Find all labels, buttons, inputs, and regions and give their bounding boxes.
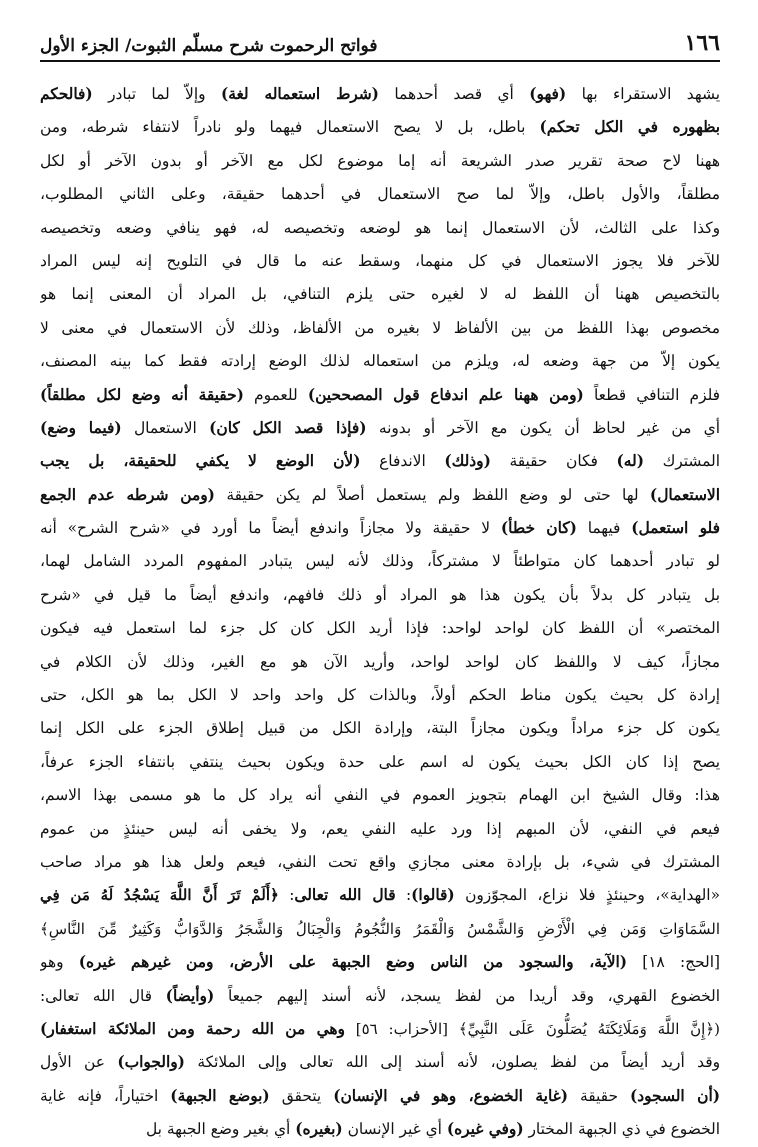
matn-text: الاستعمال) [649, 485, 720, 504]
text-line [40, 579, 720, 612]
matn-text: (ومن ههنا علم اندفاع قول المصححين) [307, 385, 584, 404]
sharh-text: أي غير الإنسان [342, 1120, 447, 1139]
text-line [40, 111, 720, 144]
sharh-text: يصح إذا كان الكل بحيث يكون له اسم على حدة ويكون بحيث ينتفي بانتفاء الجزء عرفاً، [40, 752, 720, 771]
text-line [40, 312, 720, 345]
matn-text: (وأيضاً) [165, 986, 215, 1005]
sharh-text: يتحقق [269, 1086, 334, 1105]
sharh-text: يكون إلاّ من جهة وضعه له، ويلزم من استعماله لذلك الوضع إرادته فقط كما بينه المصنف، [40, 352, 720, 371]
sharh-text: فلزم التنافي قطعاً [583, 385, 720, 404]
text-line [40, 345, 720, 378]
text-line [40, 746, 720, 779]
matn-text: (بوضع الجبهة) [170, 1086, 270, 1105]
matn-text: (بغيره) [295, 1120, 343, 1139]
sharh-text: أي بغير وضع الجبهة بل [146, 1120, 296, 1139]
sharh-text: الخضوع في ذي الجبهة المختار [523, 1120, 720, 1139]
text-line [40, 278, 720, 311]
text-line [40, 646, 720, 679]
matn-text: فلو استعمل) [631, 519, 720, 538]
sharh-text: بالتخصيص ههنا أن اللفظ له لا لغيره حتى يلزم التنافي، بل المراد أن المعنى إنما هو [40, 285, 720, 304]
matn-text: (فإذا قصد الكل كان) [209, 418, 367, 437]
text-line [40, 946, 720, 979]
sharh-text: «الهداية»، وحينئذٍ فلا نزاع، المجوّزون [454, 886, 720, 905]
text-line [40, 545, 720, 578]
sharh-text: عن الأول [40, 1053, 118, 1072]
sharh-text: لا حقيقة ولا مجازاً واندفع أيضاً ما أورد في «شرح الشرح» أنه [40, 519, 501, 538]
sharh-text: فيعم في النفي، لأن المبهم إذا ورد عليه النفي يعم، ولا يخفى أنه ليس حينئذٍ من عموم [40, 819, 720, 838]
matn-text: (له) [616, 452, 644, 471]
text-line [40, 913, 720, 946]
text-line [40, 78, 720, 111]
text-line [40, 612, 720, 645]
matn-text: (قالوا) [411, 886, 455, 905]
text-line [40, 1080, 720, 1113]
page-header [40, 0, 720, 62]
sharh-text: : [278, 886, 295, 905]
text-line [40, 679, 720, 712]
text-line [40, 1113, 720, 1146]
text-line [40, 846, 720, 879]
sharh-text: ههنا لاح صحة تقرير صدر الشريعة أنه إما موضوع لكل مع الآخر أو بدون الآخر أو لكل [40, 151, 720, 170]
sharh-text: لها حتى لو وضع اللفظ ولم يستعمل أصلاً لم يكن حقيقة [214, 485, 650, 504]
sharh-text: باطل، بل لا يصح الاستعمال فيهما ولو نادراً لانتفاء شرطه، ومن [40, 118, 540, 137]
sharh-text: حقيقة [567, 1086, 630, 1105]
matn-text: (الآية، والسجود من الناس وضع الجبهة على الأرض، ومن غيرهم غيره) [78, 953, 628, 972]
matn-text: (وفي غيره) [446, 1120, 524, 1139]
matn-text: قال الله تعالى [294, 886, 396, 905]
matn-text: (شرط استعماله لغة) [220, 85, 379, 103]
text-line [40, 212, 720, 245]
page-number: ١٦٦ [684, 30, 720, 56]
sharh-text: مطلقاً، والأول باطل، وإلاّ لما صح الاستعمال في أحدهما حقيقة، وعلى الثاني المطلوب، [40, 185, 720, 204]
sharh-text: الاندفاع [360, 452, 445, 471]
text-line [40, 379, 720, 412]
sharh-text: الخضوع القهري، وقد أريدا من لفظ يسجد، لأنه أسند إليهم جميعاً [214, 986, 720, 1005]
text-line [40, 1046, 720, 1079]
sharh-text: المشترك [643, 452, 720, 471]
sharh-text: وإلاّ لما تبادر [92, 85, 221, 103]
sharh-text: قال الله تعالى: [40, 986, 166, 1005]
text-line [40, 1013, 720, 1046]
text-line [40, 779, 720, 812]
sharh-text: هذا: وقال الشيخ ابن الهمام بتجويز العموم في النفي أنه يراد كل ما هو مسمى بهذا الاسم، [40, 786, 720, 805]
matn-text: (والجواب) [117, 1053, 185, 1072]
sharh-text: وكذا على الثالث، لأن الاستعمال إنما هو لوضعه وتخصيصه له، فهو ينافي وضعه وتخصيصه [40, 218, 720, 237]
text-line [40, 813, 720, 846]
sharh-text: مجازاً، كيف لا واللفظ كان لواحد لواحد، وأريد الآن هو مع الغير، وذلك لأن الكلام في [40, 652, 720, 671]
text-line [40, 879, 720, 912]
matn-text: (فالحكم [40, 85, 93, 103]
text-line [40, 178, 720, 211]
sharh-text: الاستعمال [121, 418, 210, 437]
sharh-text: اختياراً، فإنه غاية [40, 1086, 171, 1105]
matn-text: (فيما وضع) [40, 418, 122, 437]
sharh-text: : [395, 886, 412, 905]
sharh-text: وقد أريد أيضاً من لفظ يصلون، لأنه أسند إلى الله تعالى وإلى الملائكة [184, 1053, 720, 1072]
text-line [40, 980, 720, 1013]
sharh-text: للآخر فلا يجوز الاستعمال في كل منهما، وسقط عنه ما قال في التلويح إنه ليس المراد [40, 251, 720, 270]
sharh-text: يشهد الاستقراء بها [566, 85, 720, 103]
text-line [40, 512, 720, 545]
text-line [40, 245, 720, 278]
sharh-text: فيهما [576, 519, 632, 538]
quran-verse: السَّمَاوَاتِ وَمَن فِي الْأَرْضِ وَالشَّمْسُ وَالْقَمَرُ وَالنُّجُومُ وَالْجِبَالُ وَالشَّجَرُ وَالدَّوَابُّ وَكَثِيرٌ مِّنَ النَّاسِ﴾ [40, 919, 720, 938]
matn-text: (كان خطأ) [500, 519, 577, 538]
matn-text: (غاية الخضوع، وهو في الإنسان) [333, 1086, 568, 1105]
sharh-text: للعموم [243, 385, 308, 404]
sharh-text: لو تبادر أحدهما كان متواطئاً لا مشتركاً، وذلك لأنه ليس يتبادر المفهوم المردد الشامل لهما، [40, 552, 720, 571]
quran-verse: (﴿إِنَّ اللَّهَ وَمَلَائِكَتَهُ يُصَلُّونَ عَلَى النَّبِيِّ﴾ [الأحزاب: ٥٦] [344, 1019, 720, 1038]
matn-text: (لأن الوضع لا يكفي للحقيقة، بل يجب [40, 452, 361, 471]
matn-text: وهي من الله رحمة ومن الملائكة استغفار) [40, 1019, 345, 1038]
text-line [40, 445, 720, 478]
sharh-text: المختصر» أن اللفظ كان لواحد لواحد: فإذا أريد الكل كان كل جزء لما استعمل فيه فيكون [40, 619, 720, 638]
sharh-text: [الحج: ١٨] [627, 953, 720, 972]
text-line [40, 412, 720, 445]
matn-text: (فهو) [529, 85, 567, 103]
sharh-text: وهو [40, 953, 79, 972]
sharh-text: فكان حقيقة [490, 452, 617, 471]
text-line [40, 712, 720, 745]
matn-text: (ومن شرطه عدم الجمع [40, 485, 215, 504]
matn-text: (حقيقة أنه وضع لكل مطلقاً) [40, 385, 244, 404]
page-body [40, 62, 720, 1147]
matn-text: (وذلك) [444, 452, 491, 471]
running-title: فواتح الرحموت شرح مسلّم الثبوت/ الجزء الأول [40, 36, 378, 56]
sharh-text: أي من غير لحاظ أن يكون مع الآخر أو بدونه [366, 418, 720, 437]
sharh-text: إرادة كل بحيث يكون مناط الحكم أولاً، وبالذات كل واحد واحد لا الكل بما هو الكل، حتى [40, 686, 720, 705]
matn-text: بظهوره في الكل تحكم) [539, 118, 720, 137]
matn-text: (أن السجود) [629, 1086, 720, 1105]
sharh-text: أي قصد أحدهما [378, 85, 530, 103]
sharh-text: مخصوص بهذا اللفظ من بين الألفاظ لا بغيره من الألفاظ، وذلك لأن الاستعمال في معنى لا [40, 318, 720, 337]
sharh-text: المشترك في شيء، بل بإرادة معنى مجازي واقع تحت النفي، فيعم ولعل هذا هو مراد صاحب [40, 852, 720, 871]
text-line [40, 479, 720, 512]
quran-verse: ﴿أَلَمْ تَرَ أَنَّ اللَّهَ يَسْجُدُ لَهُ مَن فِي [40, 886, 279, 905]
sharh-text: بل يتبادر كل بدلاً بأن يكون هذا هو المراد أو ذلك فافهم، واندفع أيضاً ما قيل في «شرح [40, 585, 720, 604]
sharh-text: يكون كل جزء مراداً ويكون مجازاً البتة، وإرادة الكل من قبيل إطلاق الجزء على الكل إنما [40, 719, 720, 738]
text-line [40, 145, 720, 178]
